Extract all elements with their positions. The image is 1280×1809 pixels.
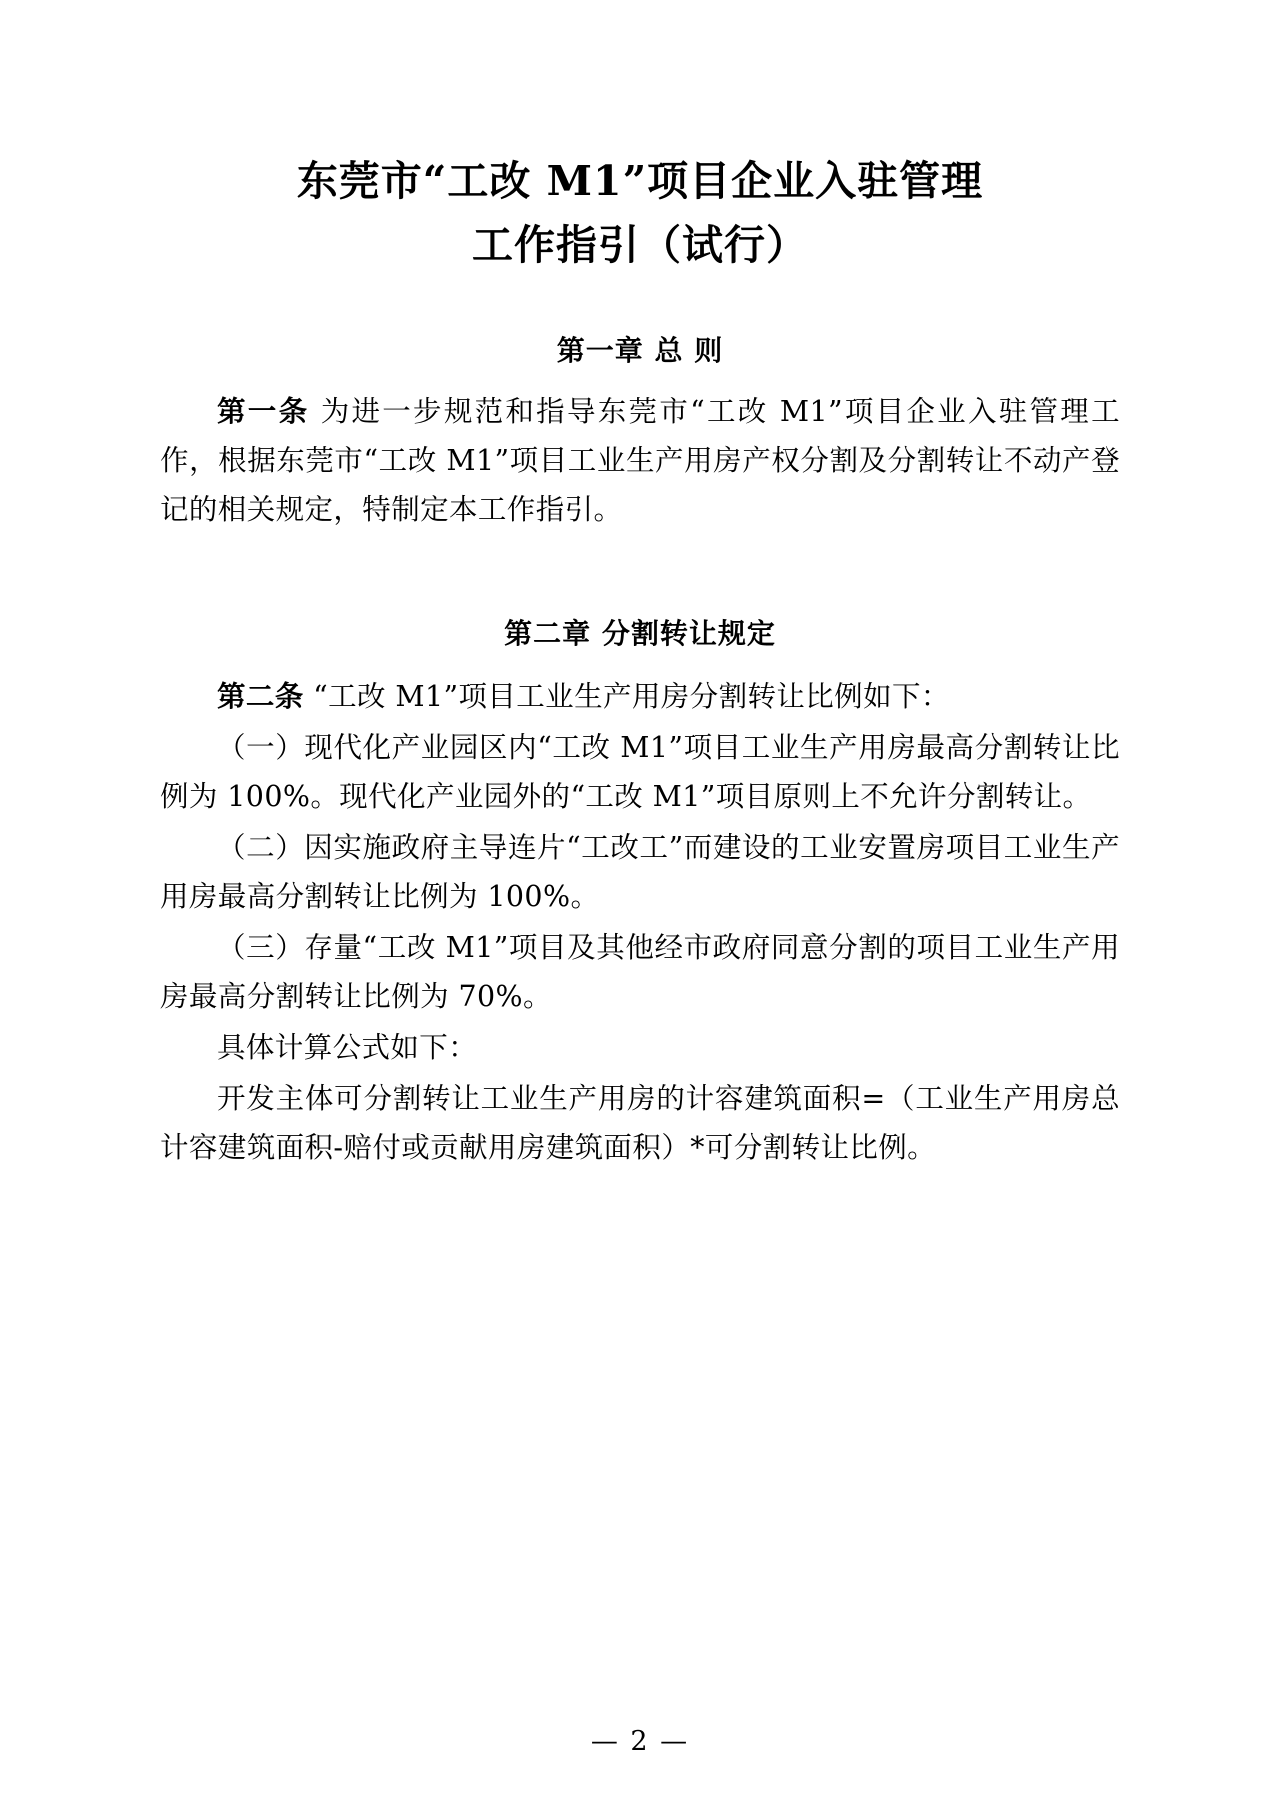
article-label-2: 第二条 [217, 679, 304, 714]
paragraph-article-1 [160, 387, 1120, 534]
paragraph-item-2: （二）因实施政府主导连片“工改工”而建设的工业安置房项目工业生产用房最高分割转让比例为 100%。 [160, 831, 1120, 914]
article-text-1: 为进一步规范和指导东莞市“工改 M1”项目企业入驻管理工作，根据东莞市“工改 M1”项目工业生产用房产权分割及分割转让不动产登记的相关规定，特制定本工作指引。 [160, 395, 1120, 527]
article-text-2: “工改 M1”项目工业生产用房分割转让比例如下： [303, 680, 950, 714]
page-footer [0, 1726, 1280, 1757]
paragraph-item-1: （一）现代化产业园区内“工改 M1”项目工业生产用房最高分割转让比例为 100%。现代化产业园外的“工改 M1”项目原则上不允许分割转让。 [160, 731, 1120, 814]
page-title [160, 150, 1120, 277]
page-number: — 2 — [590, 1726, 690, 1757]
paragraph-formula: 开发主体可分割转让工业生产用房的计容建筑面积=（工业生产用房总计容建筑面积-赔付或贡献用房建筑面积）*可分割转让比例。 [160, 1082, 1120, 1165]
chapter-heading-2: 第二章 分割转让规定 [504, 617, 776, 651]
paragraph-item-3: （三）存量“工改 M1”项目及其他经市政府同意分割的项目工业生产用房最高分割转让比例为 70%。 [160, 931, 1120, 1014]
paragraph-article-2 [160, 672, 1120, 721]
article-label-1: 第一条 [217, 394, 310, 429]
paragraph-formula-intro: 具体计算公式如下： [217, 1031, 478, 1065]
page-title-line-1: 东莞市“工改 M1”项目企业入驻管理 [296, 157, 984, 205]
chapter-heading-1: 第一章 总 则 [556, 334, 724, 368]
page-title-line-2: 工作指引（试行） [472, 220, 808, 269]
